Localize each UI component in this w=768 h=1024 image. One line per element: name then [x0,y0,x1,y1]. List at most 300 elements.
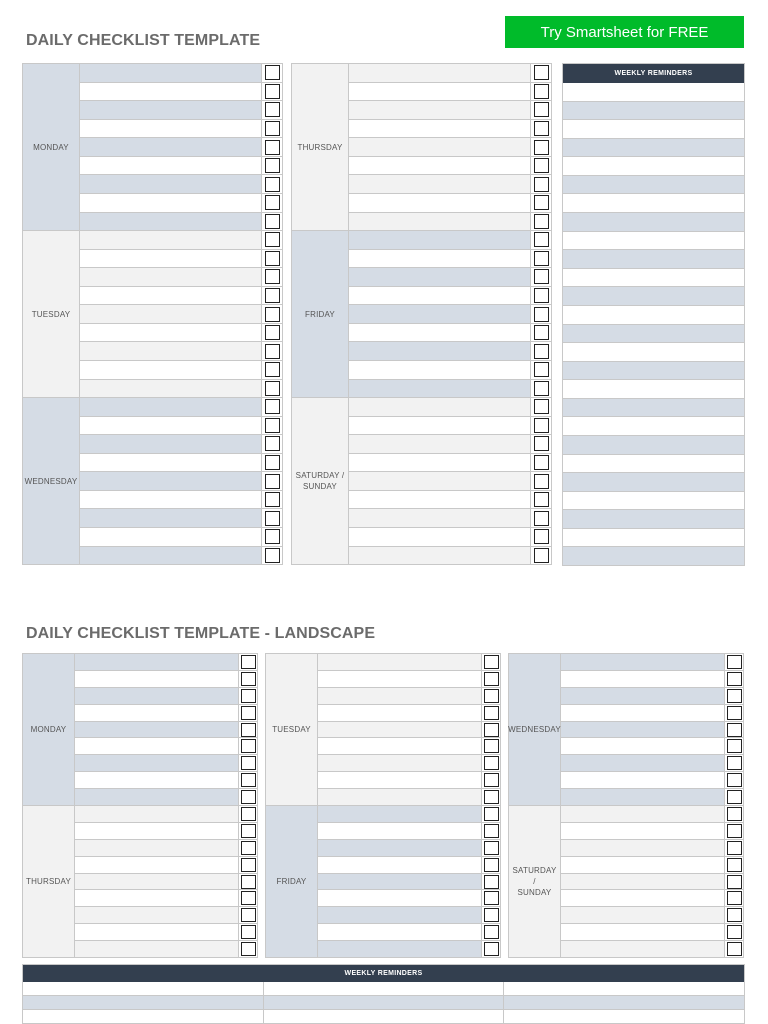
task-input[interactable] [561,924,725,940]
task-row [80,120,282,139]
task-input[interactable] [75,857,239,873]
task-input[interactable] [75,806,239,822]
task-input[interactable] [349,361,531,379]
checkbox[interactable] [727,672,742,686]
task-input[interactable] [80,83,262,101]
task-input[interactable] [318,806,482,822]
checkbox[interactable] [241,824,256,838]
task-input[interactable] [349,324,531,342]
reminder-row[interactable] [563,232,744,251]
checkbox[interactable] [265,436,280,451]
checkbox[interactable] [534,288,549,303]
checkbox[interactable] [727,841,742,855]
day-block-friday [265,805,501,958]
checkbox[interactable] [484,925,499,939]
try-smartsheet-button[interactable]: Try Smartsheet for FREE [505,16,744,48]
task-input[interactable] [80,454,262,472]
checkbox[interactable] [534,511,549,526]
checkbox[interactable] [534,344,549,359]
day-label-saturday_sunday: SATURDAY / SUNDAY [509,806,561,957]
task-row [561,840,743,857]
checkbox[interactable] [534,548,549,563]
checkbox[interactable] [265,344,280,359]
checkbox[interactable] [484,841,499,855]
task-input[interactable] [80,64,262,82]
checkbox[interactable] [265,121,280,136]
task-input[interactable] [75,738,239,754]
task-input[interactable] [561,755,725,771]
checkbox[interactable] [241,908,256,922]
checkbox[interactable] [265,307,280,322]
task-input[interactable] [75,840,239,856]
checkbox[interactable] [484,689,499,703]
task-input[interactable] [80,417,262,435]
task-row [80,101,282,120]
checkbox[interactable] [534,381,549,396]
task-row [349,213,551,231]
reminder-cell[interactable] [23,982,264,995]
task-input[interactable] [80,120,262,138]
task-input[interactable] [80,361,262,379]
task-input[interactable] [75,874,239,890]
task-row [349,380,551,398]
day-block-monday [22,63,283,231]
task-input[interactable] [318,907,482,923]
checkbox[interactable] [727,689,742,703]
task-input[interactable] [80,213,262,231]
task-input[interactable] [80,305,262,323]
checkbox[interactable] [241,925,256,939]
task-input[interactable] [80,547,262,565]
task-input[interactable] [349,287,531,305]
reminder-cell[interactable] [264,982,505,995]
task-input[interactable] [318,654,482,670]
task-input[interactable] [349,305,531,323]
task-row [80,547,282,565]
task-input[interactable] [318,874,482,890]
reminder-row[interactable] [563,399,744,418]
task-input[interactable] [561,874,725,890]
task-input[interactable] [349,157,531,175]
task-row [318,874,500,891]
checkbox[interactable] [484,790,499,804]
task-input[interactable] [80,435,262,453]
reminder-row[interactable] [563,492,744,511]
reminder-row[interactable] [23,982,744,996]
task-input[interactable] [75,941,239,957]
checkbox[interactable] [534,269,549,284]
reminder-row[interactable] [563,417,744,436]
checkbox[interactable] [534,418,549,433]
checkbox[interactable] [484,773,499,787]
task-row [75,705,257,722]
task-input[interactable] [349,83,531,101]
checkbox[interactable] [265,418,280,433]
reminder-cell[interactable] [504,1010,744,1023]
task-row [75,840,257,857]
task-input[interactable] [349,398,531,416]
checkbox[interactable] [727,723,742,737]
reminder-row[interactable] [563,83,744,102]
checkbox[interactable] [265,102,280,117]
reminder-row[interactable] [563,139,744,158]
task-input[interactable] [561,890,725,906]
task-input[interactable] [318,823,482,839]
checkbox[interactable] [265,474,280,489]
reminder-row[interactable] [563,473,744,492]
task-input[interactable] [318,755,482,771]
checkbox[interactable] [727,706,742,720]
reminder-row[interactable] [563,287,744,306]
task-input[interactable] [349,491,531,509]
task-row [349,120,551,139]
checkbox[interactable] [241,756,256,770]
checkbox[interactable] [534,474,549,489]
checkbox[interactable] [484,723,499,737]
task-input[interactable] [318,671,482,687]
task-input[interactable] [318,688,482,704]
reminder-cell[interactable] [264,1010,505,1023]
checkbox[interactable] [484,858,499,872]
task-input[interactable] [561,806,725,822]
reminder-row[interactable] [563,194,744,213]
checkbox[interactable] [727,908,742,922]
task-input[interactable] [349,380,531,398]
checkbox[interactable] [241,723,256,737]
checkbox[interactable] [727,891,742,905]
reminder-cell[interactable] [504,996,744,1009]
checkbox[interactable] [484,942,499,956]
checkbox[interactable] [534,214,549,229]
reminder-row[interactable] [563,120,744,139]
task-row [75,671,257,688]
checkbox[interactable] [265,455,280,470]
checkbox[interactable] [484,672,499,686]
task-row [561,722,743,739]
checkbox[interactable] [534,325,549,340]
checkbox[interactable] [241,672,256,686]
task-row [80,83,282,102]
task-input[interactable] [561,688,725,704]
checkbox[interactable] [265,158,280,173]
task-input[interactable] [318,941,482,957]
checkbox[interactable] [534,455,549,470]
task-input[interactable] [349,547,531,565]
task-row [561,705,743,722]
checkbox[interactable] [265,140,280,155]
reminder-row[interactable] [563,176,744,195]
checkbox[interactable] [241,655,256,669]
reminder-cell[interactable] [23,996,264,1009]
checkbox[interactable] [241,790,256,804]
task-row [561,857,743,874]
task-input[interactable] [80,380,262,398]
task-input[interactable] [75,688,239,704]
task-input[interactable] [75,907,239,923]
checkbox[interactable] [265,325,280,340]
task-input[interactable] [80,250,262,268]
task-input[interactable] [349,194,531,212]
checkbox[interactable] [241,706,256,720]
task-row [318,823,500,840]
checkbox[interactable] [241,858,256,872]
task-input[interactable] [80,157,262,175]
checkbox[interactable] [265,381,280,396]
task-row [80,398,282,417]
task-input[interactable] [80,175,262,193]
task-input[interactable] [318,789,482,805]
checkbox[interactable] [241,807,256,821]
task-input[interactable] [80,231,262,249]
checkbox[interactable] [241,739,256,753]
checkbox[interactable] [534,102,549,117]
task-input[interactable] [80,194,262,212]
task-input[interactable] [80,491,262,509]
checkbox[interactable] [534,307,549,322]
checkbox[interactable] [484,756,499,770]
checkbox[interactable] [534,529,549,544]
checkbox[interactable] [265,214,280,229]
checkbox[interactable] [265,511,280,526]
checkbox[interactable] [484,706,499,720]
task-input[interactable] [349,435,531,453]
checkbox[interactable] [484,908,499,922]
checkbox[interactable] [534,232,549,247]
task-input[interactable] [80,268,262,286]
checkbox[interactable] [534,121,549,136]
checkbox[interactable] [534,65,549,80]
reminder-row[interactable] [563,547,744,565]
task-input[interactable] [561,907,725,923]
task-input[interactable] [75,924,239,940]
reminder-row[interactable] [563,510,744,529]
checkbox[interactable] [484,875,499,889]
checkbox[interactable] [534,399,549,414]
checkbox[interactable] [265,232,280,247]
task-input[interactable] [318,705,482,721]
task-row [80,157,282,176]
task-row [561,874,743,891]
task-input[interactable] [561,941,725,957]
task-row [318,654,500,671]
task-input[interactable] [318,738,482,754]
day-label-wednesday: WEDNESDAY [23,398,80,564]
task-row [561,941,743,957]
day-label-monday: MONDAY [23,64,80,230]
task-input[interactable] [80,324,262,342]
checkbox[interactable] [727,773,742,787]
task-input[interactable] [75,722,239,738]
task-input[interactable] [80,101,262,119]
checkbox[interactable] [241,891,256,905]
task-row [318,890,500,907]
task-row [75,890,257,907]
task-row [349,528,551,547]
checkbox[interactable] [241,942,256,956]
task-input[interactable] [80,398,262,416]
task-row [80,454,282,473]
checkbox[interactable] [265,362,280,377]
task-input[interactable] [561,789,725,805]
checkbox[interactable] [727,925,742,939]
checkbox[interactable] [265,269,280,284]
task-row [80,491,282,510]
task-row [561,772,743,789]
task-input[interactable] [561,772,725,788]
task-row [80,194,282,213]
checkbox[interactable] [484,891,499,905]
checkbox[interactable] [265,399,280,414]
checkbox[interactable] [534,177,549,192]
task-input[interactable] [349,342,531,360]
task-row [318,671,500,688]
task-input[interactable] [318,890,482,906]
checkbox[interactable] [265,84,280,99]
checkbox[interactable] [241,773,256,787]
reminder-row[interactable] [563,380,744,399]
checkbox[interactable] [241,875,256,889]
reminder-row[interactable] [23,1010,744,1023]
task-input[interactable] [80,287,262,305]
task-input[interactable] [349,120,531,138]
checkbox[interactable] [265,251,280,266]
checkbox[interactable] [534,436,549,451]
reminder-cell[interactable] [264,996,505,1009]
day-block-thursday [291,63,552,231]
task-input[interactable] [80,472,262,490]
task-input[interactable] [349,454,531,472]
task-input[interactable] [75,789,239,805]
reminder-row[interactable] [563,306,744,325]
checkbox[interactable] [265,492,280,507]
task-input[interactable] [349,101,531,119]
reminder-row[interactable] [563,250,744,269]
weekly-reminders-header: WEEKLY REMINDERS [563,64,744,83]
checkbox[interactable] [727,655,742,669]
task-input[interactable] [80,509,262,527]
task-input[interactable] [318,772,482,788]
checkbox[interactable] [727,858,742,872]
task-input[interactable] [75,705,239,721]
checkbox[interactable] [534,492,549,507]
checkbox[interactable] [484,739,499,753]
checkbox[interactable] [265,548,280,563]
task-input[interactable] [349,509,531,527]
task-input[interactable] [318,857,482,873]
reminder-row[interactable] [563,343,744,362]
reminder-row[interactable] [563,102,744,121]
reminder-cell[interactable] [504,982,744,995]
task-row [561,890,743,907]
task-row [80,528,282,547]
reminder-row[interactable] [563,436,744,455]
task-input[interactable] [318,840,482,856]
task-input[interactable] [349,417,531,435]
task-input[interactable] [75,654,239,670]
checkbox[interactable] [265,195,280,210]
checkbox[interactable] [727,790,742,804]
reminder-row[interactable] [23,996,744,1010]
reminder-row[interactable] [563,362,744,381]
reminder-row[interactable] [563,455,744,474]
checkbox[interactable] [484,824,499,838]
reminder-row[interactable] [563,325,744,344]
task-input[interactable] [561,857,725,873]
checkbox[interactable] [241,689,256,703]
checkbox[interactable] [534,84,549,99]
task-input[interactable] [561,823,725,839]
task-input[interactable] [561,722,725,738]
reminder-row[interactable] [563,213,744,232]
task-input[interactable] [561,654,725,670]
task-input[interactable] [349,472,531,490]
checkbox[interactable] [727,756,742,770]
checkbox[interactable] [727,807,742,821]
checkbox[interactable] [534,195,549,210]
checkbox[interactable] [727,824,742,838]
task-input[interactable] [75,671,239,687]
task-input[interactable] [75,823,239,839]
task-row [75,941,257,957]
task-row [349,83,551,102]
checkbox[interactable] [265,65,280,80]
checkbox[interactable] [484,807,499,821]
task-input[interactable] [80,138,262,156]
task-input[interactable] [349,175,531,193]
task-input[interactable] [318,924,482,940]
task-row [561,789,743,805]
task-input[interactable] [349,528,531,546]
reminder-row[interactable] [563,157,744,176]
checkbox[interactable] [241,841,256,855]
task-input[interactable] [80,342,262,360]
task-row [80,342,282,361]
checkbox[interactable] [484,655,499,669]
checkbox[interactable] [534,251,549,266]
checkbox[interactable] [534,362,549,377]
task-input[interactable] [561,705,725,721]
reminder-row[interactable] [563,529,744,548]
day-block-tuesday [265,653,501,806]
reminder-cell[interactable] [23,1010,264,1023]
task-input[interactable] [75,755,239,771]
task-input[interactable] [349,250,531,268]
checkbox[interactable] [265,288,280,303]
checkbox[interactable] [265,529,280,544]
task-input[interactable] [561,840,725,856]
task-row [80,361,282,380]
task-input[interactable] [349,231,531,249]
checkbox[interactable] [727,875,742,889]
task-input[interactable] [561,738,725,754]
reminder-row[interactable] [563,269,744,288]
checkbox[interactable] [534,140,549,155]
checkbox[interactable] [727,942,742,956]
task-input[interactable] [75,890,239,906]
checkbox[interactable] [534,158,549,173]
task-row [318,941,500,957]
task-input[interactable] [349,213,531,231]
task-input[interactable] [561,671,725,687]
task-input[interactable] [75,772,239,788]
task-input[interactable] [318,722,482,738]
task-input[interactable] [349,268,531,286]
task-input[interactable] [349,64,531,82]
checkbox[interactable] [265,177,280,192]
task-input[interactable] [80,528,262,546]
task-input[interactable] [349,138,531,156]
checkbox[interactable] [727,739,742,753]
